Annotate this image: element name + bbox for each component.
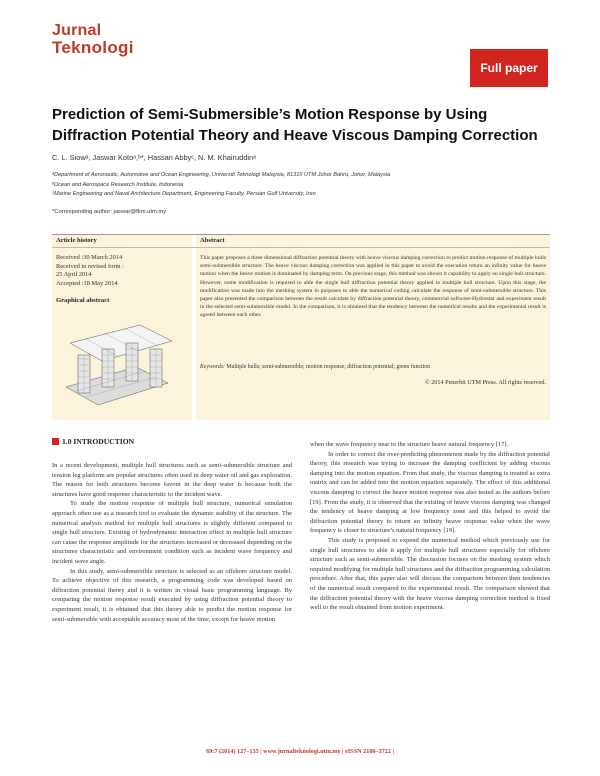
keywords-label: Keywords: — [200, 364, 225, 370]
accepted-date: Accepted :18 May 2014 — [56, 279, 118, 287]
semi-submersible-mesh-figure — [56, 309, 184, 414]
affiliation-c: ᶜMarine Engineering and Naval Architecture Department, Engineering Faculty, Persian Gulf University, Iran — [52, 191, 316, 197]
paragraph: To study the motion response of multiple hull structure, numerical simulation approach often use as a research tool to evaluate the dynamic stability of the structure. The numerical analysis method for multiple hull structures is slightly different compared to single hull structure. Existing of hydrodynamic interaction effect in multiple hull structure can cause the response amplitude for the structures increased or decreased depending on the structures characteristic and environment condition such as incident wave frequency and incident wave angle. — [52, 500, 292, 565]
affiliations — [52, 171, 552, 200]
section-title: 1.0 INTRODUCTION — [62, 437, 135, 446]
journal-logo — [52, 22, 172, 56]
body-column-left — [52, 461, 292, 624]
journal-name-line1: Jurnal — [52, 22, 102, 39]
graphical-abstract-heading: Graphical abstract — [56, 297, 110, 304]
abstract-heading: Abstract — [200, 237, 225, 244]
abstract-text: This paper proposes a three dimensional diffraction potential theory with heave viscous damping correction to predict motion response of multiple hulls semi-submersible structure. The heave viscous damping correction was applied in this paper to avoid the execution return an infinity value for heave motion when the heave motion is dominated by damping term. On previous stage, this method was shown it capability to apply on single hull structure. However, some modification is required to able the single hull diffraction potential theory applied to multiple hull structure. Upon this stage, the modification was made into the meshing system in purposes to able the numerical coding calculate the response of semi-submersible structure. This paper also presented the comparison between the result calculate by diffraction potential theory, commercial software-Hydrostar and experiment result in the selected semi-submersible model. In the comparison, it is obtained that the tendency between the numerical results and the experimental result is agreed between each other. — [200, 255, 546, 319]
section-heading — [52, 437, 134, 446]
body-column-right — [310, 440, 550, 613]
corresponding-author: *Corresponding author: jaswar@fkm.utm.my — [52, 209, 167, 215]
paragraph: In a recent development, multiple hull structures such as semi-submersible structure and tension leg platform are popular structures often used in deep water oil and gas exploration. The reason for both structures become favour in the deep water is because both the structures have good response characteristic to the incident wave. — [52, 462, 292, 498]
divider — [52, 247, 550, 248]
keywords — [200, 364, 546, 370]
paragraph: In order to correct the over-predicting phenomenon made by the diffraction potential theory, this research was trying to increase the damping coefficient by adding viscous damping into the motion equation. From that study, the viscous damping is treated as extra matrix and can be added into the motion equation separately. The effect of this additional viscous damping to correct the heave motion response was also tested as the authors before [19]. From the study, it is observed that the existing of heave viscous damping was changed the tendency of heave damping at low frequency zone and this helped to avoid the diffraction potential theory to return an infinity heave response value when the wave frequency is closer to structure’s natural frequency [19]. — [310, 450, 550, 535]
paragraph: when the wave frequency near to the structure heave natural frequency [17]. — [310, 441, 509, 448]
revised-label: Received in revised form : — [56, 262, 124, 270]
paragraph: In this study, semi-submersible structure is selected as an offshore structure model. To achieve objective of this research, a programming code was developed based on diffraction potential theory and it is written in visual basic programming language. By comparing the motion response result executed by using diffraction potential theory to experiment result, it is obtained that this theory able to predict the motion response for semi-submersible with acceptable accuracy most of the time, except for heave motion — [52, 567, 292, 623]
journal-name-line2: Teknologi — [52, 38, 134, 57]
article-history-heading: Article history — [56, 237, 97, 244]
page-footer: 69:7 (2014) 127–133 | www.jurnalteknologi.utm.my | eISSN 2180–3722 | — [206, 748, 394, 755]
paper-title: Prediction of Semi-Submersible’s Motion Response by Using Diffraction Potential Theory and Heave Viscous Damping Correction — [52, 106, 538, 144]
paragraph: This study is proposed to expend the numerical method which previously use for single hull structures to able it apply for multiple hull structures especially for offshore structure such as semi-submersible. The discussion focuses on the meshing system which required modifying for multiple hull structures and the diffraction programming calculation procedure. After that, this paper also will discuss the comparison between then tendencies of the numerical result compared to the experimental result. The comparison showed that the diffraction potential theory with the heave viscous damping correction method is fixed well to the result obtained from motion experiment. — [310, 536, 550, 612]
received-date: Received :30 March 2014 — [56, 254, 123, 261]
divider — [52, 234, 550, 235]
paper-type-badge: Full paper — [470, 49, 548, 87]
keywords-list: Multiple hulls; semi-submersible; motion response; diffraction potential; green function — [226, 364, 431, 370]
affiliation-b: ᵇOcean and Aerospace Research Institute, Indonesia — [52, 181, 184, 188]
section-bullet-icon — [52, 438, 59, 445]
revised-date: 25 April 2014 — [56, 271, 92, 279]
affiliation-a: ᵃDepartment of Aeronautic, Automotive and Ocean Engineering, Universiti Teknologi Malaysia, 81310 UTM Johor Bahru, Johor, Malaysia — [52, 172, 391, 178]
author-list: C. L. Siowᵃ, Jaswar Kotoᵃ,ᵇ*, Hassan Abbyᶜ, N. M. Khairuddinᵃ — [52, 153, 256, 162]
copyright-notice: © 2014 Penerbit UTM Press. All rights reserved. — [424, 379, 546, 386]
article-history-dates — [56, 254, 188, 288]
